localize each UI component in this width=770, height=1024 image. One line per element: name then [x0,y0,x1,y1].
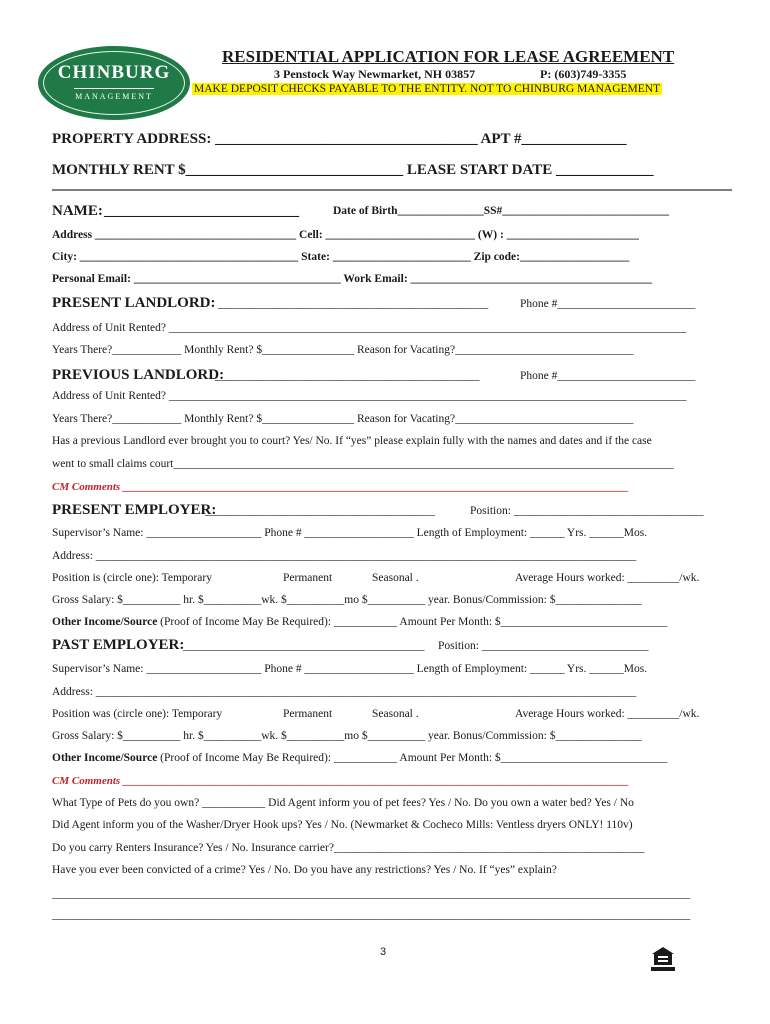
present-landlord-field[interactable]: _______________________________________________ [218,298,489,310]
dob-ssn-field[interactable]: Date of Birth_______________SS#_____________________________ [333,205,670,217]
present-position-type[interactable]: Position is (circle one): Temporary [52,572,212,584]
logo-subtitle: MANAGEMENT [75,92,153,101]
equal-housing-icon [651,946,675,972]
property-address-field[interactable]: PROPERTY ADDRESS: ___________________________________ APT #______________ [52,131,627,147]
monthly-rent-field[interactable]: MONTHLY RENT $_____________________________ LEASE START DATE _____________ [52,162,654,178]
previous-landlord-field[interactable]: ______________________________________________ [215,370,480,382]
previous-years-rent-reason[interactable]: Years There?____________ Monthly Rent? $________________ Reason for Vacating?_______________________________ [52,413,634,425]
present-seasonal-option[interactable]: Seasonal . [372,572,419,584]
past-employer-field[interactable]: __________________________________________ [183,640,425,652]
chinburg-logo [38,46,190,120]
past-seasonal-option[interactable]: Seasonal . [372,708,419,720]
previous-landlord-label: PREVIOUS LANDLORD: [52,367,225,383]
address-cell-field[interactable]: Address ___________________________________ Cell: __________________________ (W) : _______________________ [52,229,639,241]
company-address: 3 Penstock Way Newmarket, NH 03857 [274,67,476,81]
washer-dryer-question[interactable]: Did Agent inform you of the Washer/Dryer Hook ups? Yes / No. (Newmarket & Cocheco Mills: Ventless dryers ONLY! 110v) [52,819,633,831]
other-income-rest: (Proof of Income May Be Required): ___________ Amount Per Month: $_____________________________ [157,752,668,764]
past-employer-label: PAST EMPLOYER: [52,637,185,653]
form-title: RESIDENTIAL APPLICATION FOR LEASE AGREEMENT [222,47,675,66]
present-employer-field[interactable]: ________________________________________ [205,505,435,517]
court-question-field[interactable]: went to small claims court_______________________________________________________________________________________ [52,458,674,470]
logo-divider [74,88,154,89]
page-number: 3 [380,946,387,958]
present-employer-address[interactable]: Address: ______________________________________________________________________________________________ [52,550,637,562]
court-question: Has a previous Landlord ever brought you to court? Yes/ No. If “yes” please explain fully with the names and dates and if the case [52,435,652,447]
other-income-rest: (Proof of Income May Be Required): ___________ Amount Per Month: $_____________________________ [157,616,668,628]
insurance-question[interactable]: Do you carry Renters Insurance? Yes / No. Insurance carrier?______________________________________________________ [52,842,645,854]
past-position-field[interactable]: Position: _____________________________ [438,640,649,652]
explain-line-2[interactable]: _______________________________________________________________________________________________________________ [52,909,691,921]
past-other-income[interactable] [52,752,667,764]
past-employer-address[interactable]: Address: ______________________________________________________________________________________________ [52,686,637,698]
city-state-zip-field[interactable]: City: ______________________________________ State: ________________________ Zip code:___________________ [52,251,630,263]
cm-comments-1[interactable]: CM Comments ____________________________________________________________________________________________ [52,481,629,493]
deposit-note: MAKE DEPOSIT CHECKS PAYABLE TO THE ENTITY. NOT TO CHINBURG MANAGEMENT [194,83,661,95]
cm-comments-2[interactable]: CM Comments ____________________________________________________________________________________________ [52,775,629,787]
logo-name: CHINBURG [57,62,171,83]
past-avg-hours[interactable]: Average Hours worked: _________/wk. [515,708,700,720]
past-gross-salary[interactable]: Gross Salary: $__________ hr. $__________wk. $__________mo $__________ year. Bonus/Commission: $_______________ [52,730,642,742]
past-position-type[interactable]: Position was (circle one): Temporary [52,708,223,720]
present-unit-address[interactable]: Address of Unit Rented? __________________________________________________________________________________________ [52,322,687,334]
email-field[interactable]: Personal Email: ____________________________________ Work Email: __________________________________________ [52,273,653,285]
present-position-field[interactable]: Position: _________________________________ [470,505,704,517]
present-gross-salary[interactable]: Gross Salary: $__________ hr. $__________wk. $__________mo $__________ year. Bonus/Commission: $_______________ [52,594,642,606]
past-permanent-option[interactable]: Permanent [283,708,333,720]
previous-landlord-phone[interactable]: Phone #________________________ [520,370,696,382]
pets-question[interactable]: What Type of Pets do you own? ___________ Did Agent inform you of pet fees? Yes / No. Do you own a water bed? Yes / No [52,797,634,809]
present-employer-label: PRESENT EMPLOYER: [52,502,217,518]
section-divider [52,189,732,191]
present-permanent-option[interactable]: Permanent [283,572,333,584]
previous-unit-address[interactable]: Address of Unit Rented? __________________________________________________________________________________________ [52,390,687,402]
crime-question[interactable]: Have you ever been convicted of a crime? Yes / No. Do you have any restrictions? Yes / No. If “yes” explain? [52,864,557,876]
present-avg-hours[interactable]: Average Hours worked: _________/wk. [515,572,700,584]
present-supervisor-line[interactable]: Supervisor’s Name: ____________________ Phone # ___________________ Length of Employment: ______ Yrs. ______Mos. [52,527,648,539]
company-phone: P: (603)749-3355 [540,67,627,81]
other-income-label: Other Income/Source [52,616,158,628]
name-label: NAME: [52,203,103,219]
present-other-income[interactable] [52,616,667,628]
present-landlord-phone[interactable]: Phone #________________________ [520,298,696,310]
present-years-rent-reason[interactable]: Years There?____________ Monthly Rent? $________________ Reason for Vacating?_______________________________ [52,344,634,356]
present-landlord-label: PRESENT LANDLORD: [52,295,216,311]
explain-line-1[interactable]: _______________________________________________________________________________________________________________ [52,888,691,900]
past-supervisor-line[interactable]: Supervisor’s Name: ____________________ Phone # ___________________ Length of Employment: ______ Yrs. ______Mos. [52,663,648,675]
name-field[interactable]: __________________________ [104,203,299,219]
other-income-label: Other Income/Source [52,752,158,764]
